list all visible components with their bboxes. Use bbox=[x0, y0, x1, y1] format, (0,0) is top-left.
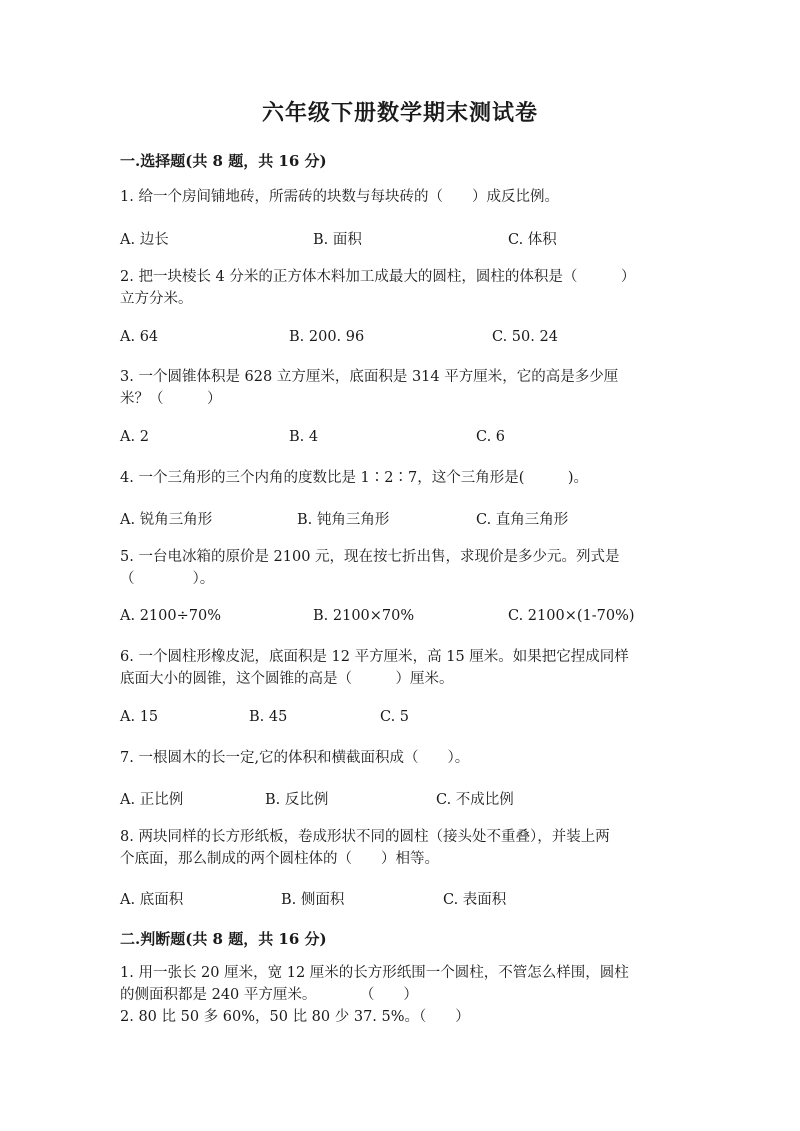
question-6-line-2: 底面大小的圆锥，这个圆锥的高是（ ）厘米。 bbox=[120, 671, 454, 687]
q3-option-b: B. 4 bbox=[289, 429, 319, 445]
question-2-line-2: 立方分米。 bbox=[120, 291, 193, 307]
q2-option-a: A. 64 bbox=[120, 329, 159, 345]
q4-option-a: A. 锐角三角形 bbox=[120, 512, 213, 528]
q8-option-c: C. 表面积 bbox=[443, 892, 507, 908]
q5-option-a: A. 2100÷70% bbox=[120, 608, 221, 624]
judge-question-1-line-2: 的侧面积都是 240 平方厘米。 （ ） bbox=[120, 987, 418, 1003]
question-8-line-1: 8. 两块同样的长方形纸板，卷成形状不同的圆柱（接头处不重叠），并装上两 bbox=[120, 829, 610, 845]
q4-option-b: B. 钝角三角形 bbox=[297, 512, 390, 528]
q6-option-a: A. 15 bbox=[120, 709, 159, 725]
judge-question-2-line-1: 2. 80 比 50 多 60%，50 比 80 少 37. 5%。（ ） bbox=[120, 1009, 470, 1025]
q1-option-b: B. 面积 bbox=[313, 232, 362, 248]
q5-option-b: B. 2100×70% bbox=[313, 608, 415, 624]
q8-option-a: A. 底面积 bbox=[120, 892, 184, 908]
question-4-line-1: 4. 一个三角形的三个内角的度数比是 1∶2∶7，这个三角形是( )。 bbox=[120, 470, 589, 486]
question-2-line-1: 2. 把一块棱长 4 分米的正方体木料加工成最大的圆柱，圆柱的体积是（ ） bbox=[120, 269, 636, 285]
q1-option-a: A. 边长 bbox=[120, 232, 169, 248]
q6-option-c: C. 5 bbox=[380, 709, 410, 725]
q7-option-a: A. 正比例 bbox=[120, 792, 184, 808]
q3-option-a: A. 2 bbox=[120, 429, 149, 445]
question-5-line-2: （ ）。 bbox=[120, 571, 215, 587]
question-3-line-1: 3. 一个圆锥体积是 628 立方厘米，底面积是 314 平方厘米，它的高是多少厘 bbox=[120, 369, 619, 385]
section-heading-choice: 一.选择题(共 8 题，共 16 分) bbox=[120, 152, 327, 170]
q8-option-b: B. 侧面积 bbox=[281, 892, 345, 908]
q7-option-b: B. 反比例 bbox=[265, 792, 329, 808]
q2-option-c: C. 50. 24 bbox=[492, 329, 558, 345]
question-1-line-1: 1. 给一个房间铺地砖，所需砖的块数与每块砖的（ ）成反比例。 bbox=[120, 189, 559, 205]
question-7-line-1: 7. 一根圆木的长一定,它的体积和横截面积成（ ）。 bbox=[120, 750, 470, 766]
q7-option-c: C. 不成比例 bbox=[436, 792, 514, 808]
page-title: 六年级下册数学期末测试卷 bbox=[261, 100, 538, 126]
judge-question-1-line-1: 1. 用一张长 20 厘米，宽 12 厘米的长方形纸围一个圆柱，不管怎么样围，圆柱 bbox=[120, 965, 629, 981]
q4-option-c: C. 直角三角形 bbox=[476, 512, 569, 528]
q5-option-c: C. 2100×(1-70%) bbox=[508, 608, 635, 624]
question-5-line-1: 5. 一台电冰箱的原价是 2100 元，现在按七折出售，求现价是多少元。列式是 bbox=[120, 549, 620, 565]
question-6-line-1: 6. 一个圆柱形橡皮泥，底面积是 12 平方厘米，高 15 厘米。如果把它捏成同样 bbox=[120, 649, 629, 665]
q2-option-b: B. 200. 96 bbox=[289, 329, 365, 345]
q6-option-b: B. 45 bbox=[249, 709, 288, 725]
section-heading-judge: 二.判断题(共 8 题，共 16 分) bbox=[120, 930, 327, 948]
question-8-line-2: 个底面，那么制成的两个圆柱体的（ ）相等。 bbox=[120, 851, 439, 867]
q3-option-c: C. 6 bbox=[476, 429, 506, 445]
question-3-line-2: 米？（ ） bbox=[120, 391, 222, 407]
q1-option-c: C. 体积 bbox=[508, 232, 557, 248]
